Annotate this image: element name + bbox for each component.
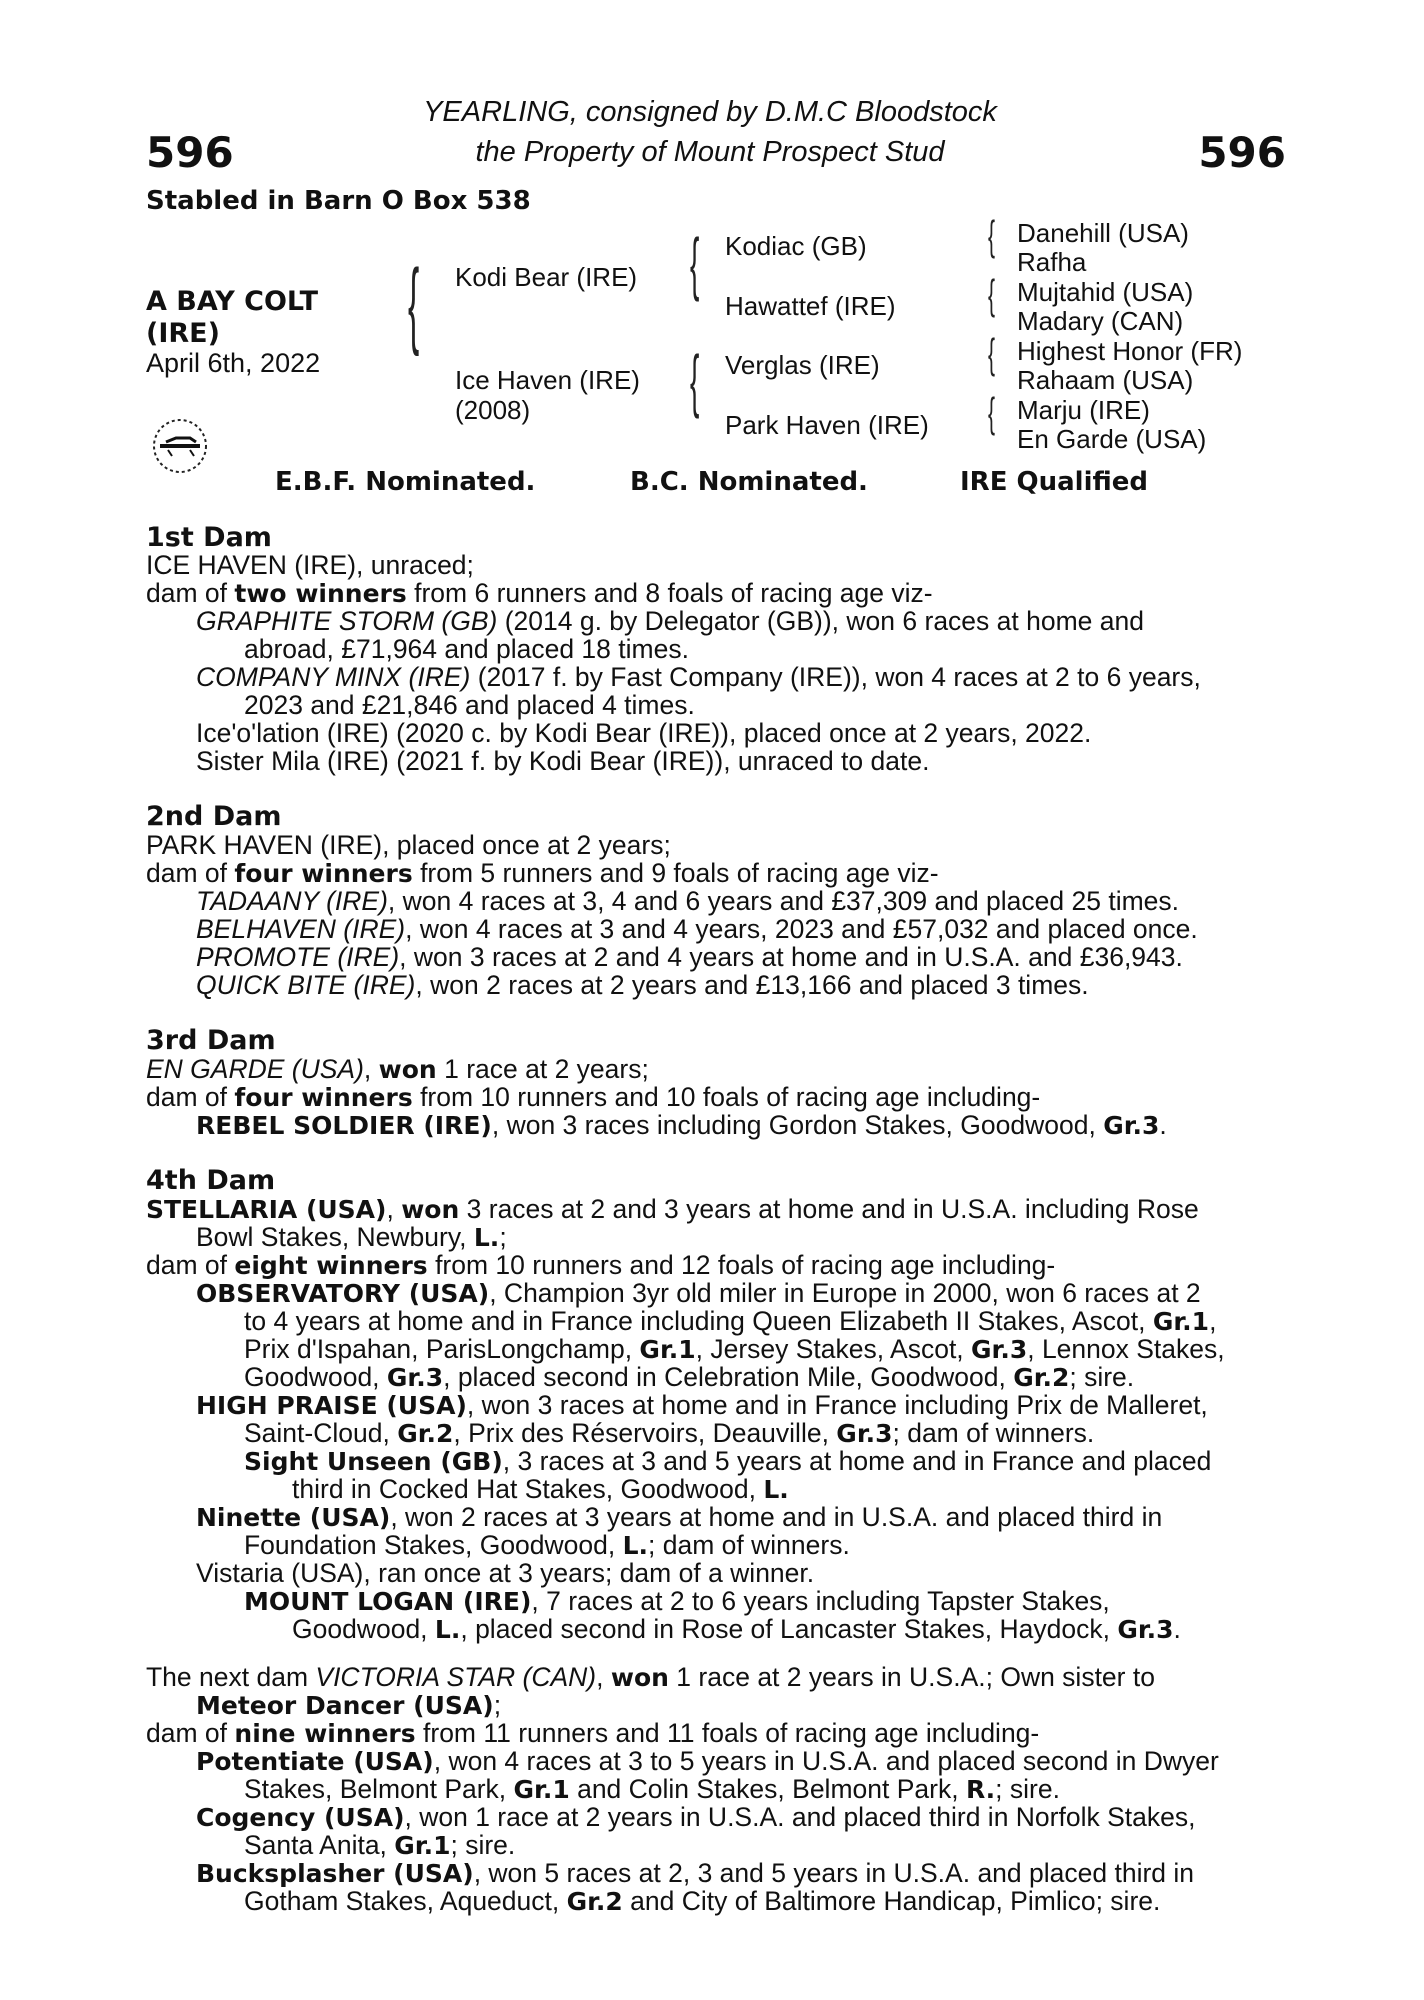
dam3-entry-1: REBEL SOLDIER (IRE), won 3 races including Gordon Stakes, Goodwood, Gr.3. — [196, 1110, 1167, 1140]
sdd-name: Madary (CAN) — [1017, 306, 1184, 336]
dam4-sight-unseen-l1: Sight Unseen (GB), 3 races at 3 and 5 years at home and in France and placed — [244, 1446, 1212, 1476]
dam4-ninette-l1: Ninette (USA), won 2 races at 3 years at home and in U.S.A. and placed third in — [196, 1502, 1163, 1532]
next-dam-intro-cont: Meteor Dancer (USA); — [196, 1690, 502, 1720]
property-line: the Property of Mount Prospect Stud — [475, 136, 945, 168]
dam3-intro: EN GARDE (USA), won 1 race at 2 years; — [146, 1054, 649, 1084]
ebf-nomination: E.B.F. Nominated. — [275, 467, 536, 497]
stable-location: Stabled in Barn O Box 538 — [146, 186, 531, 216]
dam3-produce-summary: dam of four winners from 10 runners and 10 foals of racing age including- — [146, 1082, 1041, 1112]
dam4-high-praise-l1: HIGH PRAISE (USA), won 3 races at home and in France including Prix de Malleret, — [196, 1390, 1208, 1420]
next-dam-potentiate-l1: Potentiate (USA), won 4 races at 3 to 5 years in U.S.A. and placed second in Dwyer — [196, 1746, 1219, 1776]
dam1-heading: 1st Dam — [146, 522, 272, 553]
brace-g3: { — [988, 330, 996, 377]
next-dam-cogency-l2: Santa Anita, Gr.1; sire. — [244, 1830, 516, 1860]
dam4-high-praise-l2: Saint-Cloud, Gr.2, Prix des Réservoirs, Deauville, Gr.3; dam of winners. — [244, 1418, 1095, 1448]
dam4-produce-summary: dam of eight winners from 10 runners and 12 foals of racing age including- — [146, 1250, 1056, 1280]
dam4-observatory-l1: OBSERVATORY (USA), Champion 3yr old miler in Europe in 2000, won 6 races at 2 — [196, 1278, 1201, 1308]
next-dam-bucksplasher-l1: Bucksplasher (USA), won 5 races at 2, 3 and 5 years in U.S.A. and placed third in — [196, 1858, 1195, 1888]
dam-dam: Park Haven (IRE) — [725, 410, 929, 440]
dam-brace: { — [690, 341, 700, 419]
dsd-name: Rahaam (USA) — [1017, 365, 1194, 395]
dam1-entry-1: GRAPHITE STORM (GB) (2014 g. by Delegator (GB)), won 6 races at home and — [196, 606, 1144, 636]
dds-name: Marju (IRE) — [1017, 395, 1150, 425]
ssd-name: Rafha — [1017, 247, 1087, 277]
dam2-produce-summary: dam of four winners from 5 runners and 9 foals of racing age viz- — [146, 858, 939, 888]
dam2-entry-4: QUICK BITE (IRE), won 2 races at 2 years and £13,166 and placed 3 times. — [196, 970, 1089, 1000]
next-dam-produce-summary: dam of nine winners from 11 runners and 11 foals of racing age including- — [146, 1718, 1040, 1748]
dam-year: (2008) — [455, 395, 531, 425]
dam1-entry-3: Ice'o'lation (IRE) (2020 c. by Kodi Bear (IRE)), placed once at 2 years, 2022. — [196, 718, 1092, 748]
next-dam-potentiate-l2: Stakes, Belmont Park, Gr.1 and Colin Stakes, Belmont Park, R.; sire. — [244, 1774, 1060, 1804]
dam4-intro-cont: Bowl Stakes, Newbury, L.; — [196, 1222, 507, 1252]
dam2-entry-3: PROMOTE (IRE), won 3 races at 2 and 4 years at home and in U.S.A. and £36,943. — [196, 942, 1183, 972]
dam4-observatory-l2: to 4 years at home and in France including Queen Elizabeth II Stakes, Ascot, Gr.1, — [244, 1306, 1217, 1336]
dam4-mount-logan-l2: Goodwood, L., placed second in Rose of Lancaster Stakes, Haydock, Gr.3. — [292, 1614, 1181, 1644]
brace-g4: { — [988, 389, 996, 436]
dam4-vistaria: Vistaria (USA), ran once at 3 years; dam of a winner. — [196, 1558, 815, 1588]
lot-number-right: 596 — [1198, 128, 1286, 177]
consignor-line: YEARLING, consigned by D.M.C Bloodstock — [423, 96, 997, 128]
horse-description: A BAY COLT — [146, 286, 319, 317]
sds-name: Mujtahid (USA) — [1017, 277, 1194, 307]
dss-name: Highest Honor (FR) — [1017, 336, 1243, 366]
dam2-entry-2: BELHAVEN (IRE), won 4 races at 3 and 4 years, 2023 and £57,032 and placed once. — [196, 914, 1198, 944]
dam1-entry-2-cont: 2023 and £21,846 and placed 4 times. — [244, 690, 695, 720]
dam4-observatory-l4: Goodwood, Gr.3, placed second in Celebration Mile, Goodwood, Gr.2; sire. — [244, 1362, 1135, 1392]
sss-name: Danehill (USA) — [1017, 218, 1189, 248]
dam-name: Ice Haven (IRE) — [455, 365, 640, 395]
bc-nomination: B.C. Nominated. — [630, 467, 868, 497]
dam-sire: Verglas (IRE) — [725, 350, 880, 380]
sire-name: Kodi Bear (IRE) — [455, 262, 638, 292]
ire-qualified: IRE Qualified — [960, 467, 1149, 497]
dam4-ninette-l2: Foundation Stakes, Goodwood, L.; dam of winners. — [244, 1530, 850, 1560]
brace-g2: { — [988, 271, 996, 318]
dam1-entry-4: Sister Mila (IRE) (2021 f. by Kodi Bear (IRE)), unraced to date. — [196, 746, 930, 776]
sire-dam: Hawattef (IRE) — [725, 291, 896, 321]
dam4-intro: STELLARIA (USA), won 3 races at 2 and 3 years at home and in U.S.A. including Rose — [146, 1194, 1199, 1224]
sire-brace: { — [690, 224, 700, 302]
dam1-produce-summary: dam of two winners from 6 runners and 8 foals of racing age viz- — [146, 578, 933, 608]
next-dam-intro: The next dam VICTORIA STAR (CAN), won 1 race at 2 years in U.S.A.; Own sister to — [146, 1662, 1155, 1692]
stud-logo — [146, 412, 214, 480]
dam1-entry-1-cont: abroad, £71,964 and placed 18 times. — [244, 634, 689, 664]
dam4-observatory-l3: Prix d'Ispahan, ParisLongchamp, Gr.1, Jersey Stakes, Ascot, Gr.3, Lennox Stakes, — [244, 1334, 1225, 1364]
ddd-name: En Garde (USA) — [1017, 424, 1207, 454]
foaling-date: April 6th, 2022 — [146, 348, 321, 378]
horse-breed: (IRE) — [146, 318, 220, 349]
dam4-sight-unseen-l2: third in Cocked Hat Stakes, Goodwood, L. — [292, 1474, 789, 1504]
dam3-heading: 3rd Dam — [146, 1025, 276, 1056]
pedigree-brace-main: { — [408, 250, 420, 357]
next-dam-bucksplasher-l2: Gotham Stakes, Aqueduct, Gr.2 and City of Baltimore Handicap, Pimlico; sire. — [244, 1886, 1161, 1916]
dam1-intro: ICE HAVEN (IRE), unraced; — [146, 550, 474, 580]
dam4-heading: 4th Dam — [146, 1165, 276, 1196]
dam4-mount-logan-l1: MOUNT LOGAN (IRE), 7 races at 2 to 6 years including Tapster Stakes, — [244, 1586, 1110, 1616]
lot-number-left: 596 — [146, 128, 234, 177]
next-dam-cogency-l1: Cogency (USA), won 1 race at 2 years in U.S.A. and placed third in Norfolk Stakes, — [196, 1802, 1196, 1832]
dam2-entry-1: TADAANY (IRE), won 4 races at 3, 4 and 6 years and £37,309 and placed 25 times. — [196, 886, 1180, 916]
sire-sire: Kodiac (GB) — [725, 231, 867, 261]
dam2-heading: 2nd Dam — [146, 801, 282, 832]
dam1-entry-2: COMPANY MINX (IRE) (2017 f. by Fast Company (IRE)), won 4 races at 2 to 6 years, — [196, 662, 1201, 692]
dam2-intro: PARK HAVEN (IRE), placed once at 2 years; — [146, 830, 671, 860]
brace-g1: { — [988, 212, 996, 259]
